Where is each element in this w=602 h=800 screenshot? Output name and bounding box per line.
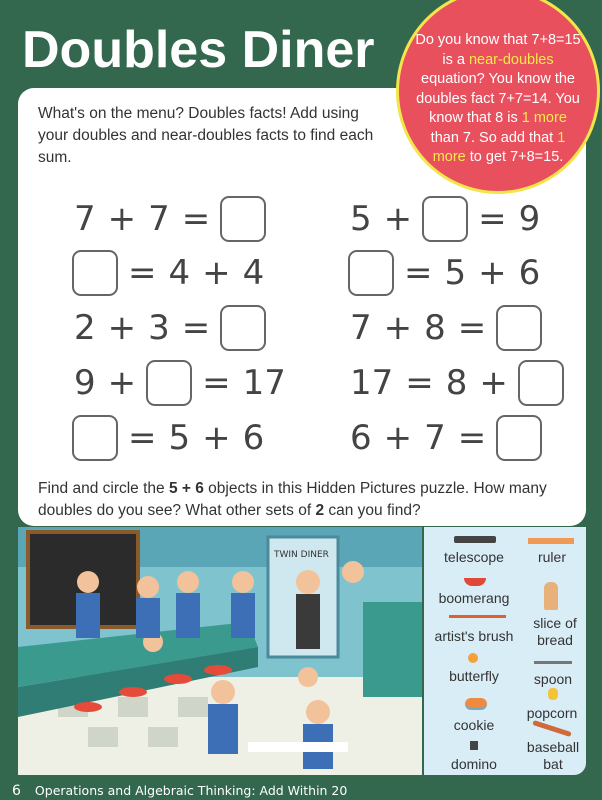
- page-title: Doubles Diner: [22, 21, 375, 79]
- equation-right: [344, 250, 546, 296]
- equation-token: +: [107, 308, 137, 348]
- spoon-icon: [534, 661, 572, 664]
- tip-text: equation? You know the doubles fact 7+7=14. You know that 8 is: [416, 71, 580, 126]
- equation-token: 9: [74, 363, 96, 403]
- equation-token: 5: [168, 418, 191, 458]
- footer: [12, 783, 347, 799]
- equation-left: [68, 196, 270, 242]
- equation-token: 4: [168, 253, 191, 293]
- equation-token: =: [181, 308, 211, 348]
- equation-token: 6: [350, 418, 372, 458]
- hidden-item: boomerang: [438, 590, 510, 606]
- answer-box[interactable]: [72, 250, 118, 296]
- equation-token: +: [478, 253, 507, 293]
- answer-box[interactable]: [422, 196, 468, 242]
- equation-token: +: [107, 199, 137, 239]
- equation-token: 7: [350, 308, 372, 348]
- equation-token: =: [457, 308, 487, 348]
- brush-icon: [449, 615, 506, 618]
- hidden-item: slice of bread: [533, 615, 577, 648]
- ruler-icon: [528, 538, 574, 544]
- tip-text: to get 7+8=15.: [465, 149, 564, 165]
- answer-box[interactable]: [496, 415, 542, 461]
- answer-box[interactable]: [146, 360, 192, 406]
- tip-text: than 7. So add that: [430, 129, 558, 146]
- equation-token: +: [479, 363, 508, 403]
- equation-token: 6: [242, 418, 265, 458]
- hidden-item: popcorn: [526, 705, 578, 721]
- text: 2: [315, 502, 325, 519]
- equation-token: 7: [148, 199, 170, 239]
- cookie-icon: [465, 698, 487, 710]
- page-number: 6: [12, 783, 21, 799]
- hidden-item: domino: [451, 756, 497, 772]
- footer-text: Operations and Algebraic Thinking: Add Within 20: [34, 783, 348, 798]
- bread-icon: [544, 582, 558, 610]
- tip-highlight: near-doubles: [468, 51, 554, 68]
- hidden-item: artist's brush: [434, 628, 514, 644]
- equation-token: =: [128, 253, 157, 293]
- equation-token: =: [181, 199, 211, 239]
- equation-token: =: [202, 363, 231, 403]
- equation-left: [68, 305, 270, 351]
- answer-box[interactable]: [518, 360, 564, 406]
- equation-token: 2: [74, 308, 96, 348]
- telescope-icon: [454, 536, 496, 543]
- equation-token: =: [457, 418, 487, 458]
- hidden-item: cookie: [453, 717, 495, 733]
- text: can you find?: [324, 502, 421, 519]
- tip-highlight: 1 more: [432, 129, 566, 165]
- equation-token: 3: [148, 308, 170, 348]
- equation-token: 7: [74, 199, 96, 239]
- equation-token: 8: [424, 308, 446, 348]
- equation-right: [344, 305, 546, 351]
- scene-sign: TWIN DINER: [274, 550, 329, 560]
- answer-box[interactable]: [72, 415, 118, 461]
- equation-token: 6: [518, 253, 541, 293]
- equation-token: +: [383, 199, 413, 239]
- tip-text: Do you know that 7+8=15 is a: [415, 32, 581, 68]
- equation-token: 5: [350, 199, 372, 239]
- boomerang-icon: [464, 578, 486, 586]
- hidden-items-list: [424, 527, 586, 775]
- equation-right: [344, 196, 546, 242]
- answer-box[interactable]: [220, 305, 266, 351]
- diner-illustration[interactable]: [18, 527, 422, 775]
- popcorn-icon: [548, 688, 558, 700]
- equation-token: +: [107, 363, 137, 403]
- answer-box[interactable]: [348, 250, 394, 296]
- intro-text: What's on the menu? Doubles facts! Add using your doubles and near-doubles facts to find each sum.: [38, 105, 374, 166]
- equation-token: 17: [242, 363, 286, 403]
- baseball-bat-icon: [532, 720, 572, 737]
- answer-box[interactable]: [496, 305, 542, 351]
- answer-box[interactable]: [220, 196, 266, 242]
- equation-left: [68, 250, 270, 296]
- equation-token: 17: [350, 363, 394, 403]
- equation-right: [344, 360, 568, 406]
- equation-token: +: [383, 418, 413, 458]
- equation-left: [68, 360, 292, 406]
- text: Find and circle the: [38, 480, 169, 497]
- hidden-item: ruler: [537, 549, 566, 565]
- equation-token: =: [405, 363, 434, 403]
- equation-left: [68, 415, 270, 461]
- equation-token: 5: [444, 253, 467, 293]
- equation-token: 4: [242, 253, 265, 293]
- butterfly-icon: [468, 653, 478, 663]
- hidden-item: baseball bat: [526, 739, 580, 772]
- equation-token: 8: [445, 363, 468, 403]
- equation-token: +: [383, 308, 413, 348]
- equation-token: =: [128, 418, 157, 458]
- equation-token: +: [202, 418, 231, 458]
- equation-token: =: [478, 199, 507, 239]
- equation-right: [344, 415, 546, 461]
- hidden-item: butterfly: [449, 668, 499, 684]
- text: objects in this Hidden Pictures puzzle. How many doubles do you see? What other sets of: [38, 480, 547, 519]
- equation-token: =: [404, 253, 433, 293]
- equation-token: +: [202, 253, 231, 293]
- equation-token: 9: [518, 199, 541, 239]
- tip-highlight: 1 more: [521, 110, 567, 126]
- text: 5 + 6: [168, 480, 204, 497]
- hidden-item: spoon: [533, 671, 573, 687]
- domino-icon: [470, 741, 478, 750]
- hidden-item: telescope: [444, 549, 504, 565]
- equation-token: 7: [424, 418, 446, 458]
- hidden-pictures-instructions: [38, 478, 568, 522]
